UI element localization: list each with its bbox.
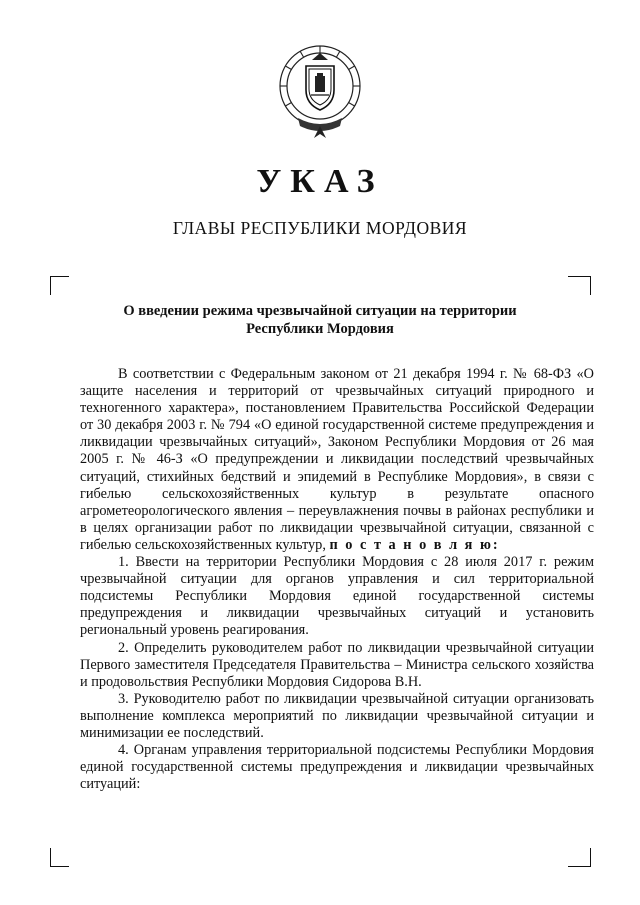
decree-title: УКАЗ [256, 163, 384, 200]
decree-issuer: ГЛАВЫ РЕСПУБЛИКИ МОРДОВИЯ [172, 218, 468, 238]
corner-mark-top-right [568, 276, 591, 295]
heading-line-1: О введении режима чрезвычайной ситуации на территории [123, 303, 517, 319]
decree-item-2: 2. Определить руководителем работ по ликвидации чрезвычайной ситуации Первого заместителя Председателя Правительства – Министра сельского хозяйства и продовольствия Республики Мордовия Сидорова В.Н. [80, 639, 594, 690]
preamble-paragraph: В соответствии с Федеральным законом от 21 декабря 1994 г. № 68-ФЗ «О защите населения и территорий от чрезвычайных ситуаций природного и техногенного характера», постановлением Правительства Российской Федерации от 30 декабря 2003 г. № 794 «О единой государственной системе предупреждения и ликвидации чрезвычайных ситуаций», Законом Республики Мордовия от 26 мая 2005 г. № 46-З «О предупреждении и ликвидации последствий чрезвычайных ситуаций, стихийных бедствий и эпидемий в Республике Мордовия», в связи с гибелью сельскохозяйственных культур в результате опасного агрометеорологического явления – переувлажнения почвы в районах республики и в целях организации работ по ликвидации чрезвычайной ситуации, связанной с гибелью сельскохозяйственных культур, п о с т а н о в л я ю: [80, 366, 594, 553]
decree-word: п о с т а н о в л я ю [329, 536, 493, 553]
preamble-text: В соответствии с Федеральным законом от 21 декабря 1994 г. № 68-ФЗ «О защите населения и территорий от чрезвычайных ситуаций природного и техногенного характера», постановлением Правительства Российской Федерации от 30 декабря 2003 г. № 794 «О единой государственной системе предупреждения и ликвидации чрезвычайных ситуаций», Законом Республики Мордовия от 26 мая 2005 г. № 46-З «О предупреждении и ликвидации последствий чрезвычайных ситуаций, стихийных бедствий и эпидемий в Республике Мордовия», в связи с гибелью сельскохозяйственных культур в результате опасного агрометеорологического явления – переувлажнения почвы в районах республики и в целях организации работ по ликвидации чрезвычайной ситуации, связанной с гибелью сельскохозяйственных культур, [80, 366, 594, 553]
decree-item-1: 1. Ввести на территории Республики Мордовия с 28 июля 2017 г. режим чрезвычайной ситуации для органов управления и сил территориальной подсистемы Республики Мордовия единой государственной системы предупреждения и ликвидации чрезвычайных ситуаций и установить региональный уровень реагирования. [80, 554, 594, 639]
decree-heading [80, 302, 560, 338]
corner-mark-top-left [50, 276, 69, 295]
decree-item-3: 3. Руководителю работ по ликвидации чрезвычайной ситуации организовать выполнение комплекса мероприятий по ликвидации чрезвычайной ситуации и минимизации ее последствий. [80, 690, 594, 741]
corner-mark-bottom-left [50, 848, 69, 867]
corner-mark-bottom-right [568, 848, 591, 867]
heading-line-2: Республики Мордовия [246, 321, 394, 337]
coat-of-arms-icon [268, 40, 372, 140]
decree-item-4: 4. Органам управления территориальной подсистемы Республики Мордовия единой государственной системы предупреждения и ликвидации чрезвычайных ситуаций: [80, 742, 594, 793]
decree-body [80, 366, 594, 793]
